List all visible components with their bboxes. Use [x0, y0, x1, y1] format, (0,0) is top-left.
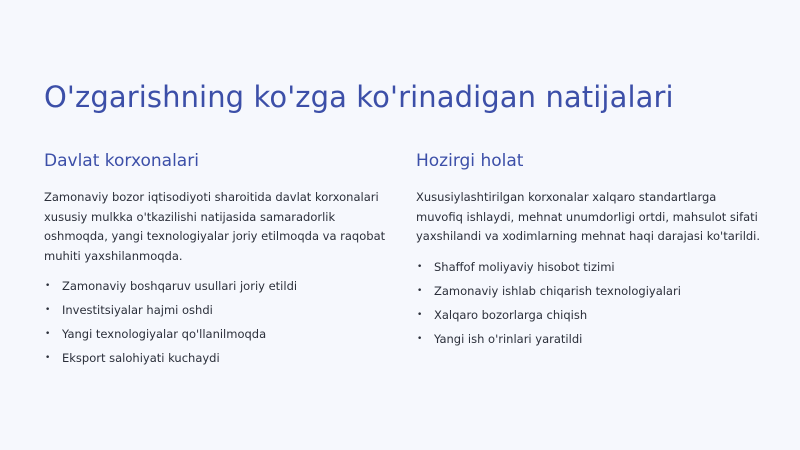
- bullet-icon: •: [45, 281, 51, 291]
- bullet-icon: •: [45, 353, 51, 363]
- list-item: [44, 278, 389, 294]
- bullet-icon: •: [417, 333, 423, 344]
- list-item: [416, 259, 761, 275]
- list-item-text: Zamonaviy ishlab chiqarish texnologiyalari: [434, 283, 681, 298]
- list-item-text: Eksport salohiyati kuchaydi: [62, 351, 220, 365]
- slide-title: O'zgarishning ko'zga ko'rinadigan natijalari: [44, 80, 674, 114]
- left-column: [44, 150, 389, 374]
- list-item: [416, 331, 761, 347]
- list-item: [416, 283, 761, 299]
- list-item-text: Yangi texnologiyalar qo'llanilmoqda: [62, 327, 267, 341]
- bullet-icon: •: [417, 309, 423, 320]
- list-item-text: Investitsiyalar hajmi oshdi: [62, 303, 213, 317]
- left-bullet-list: [44, 278, 389, 366]
- list-item-text: Shaffof moliyaviy hisobot tizimi: [434, 259, 615, 274]
- list-item: [44, 350, 389, 366]
- bullet-icon: •: [417, 285, 423, 296]
- list-item-text: Xalqaro bozorlarga chiqish: [434, 307, 588, 322]
- list-item: [44, 302, 389, 318]
- right-column: [416, 150, 761, 355]
- left-paragraph: Zamonaviy bozor iqtisodiyoti sharoitida davlat korxonalari xususiy mulkka o'tkazilishi natijasida samaradorlik oshmoqda, yangi texnologiyalar joriy etilmoqda va raqobat muhiti yaxshilanmoqda.: [44, 190, 386, 263]
- list-item: [44, 326, 389, 342]
- bullet-icon: •: [45, 305, 51, 315]
- bullet-icon: •: [45, 329, 51, 339]
- right-paragraph: Xususiylashtirilgan korxonalar xalqaro standartlarga muvofiq ishlaydi, mehnat unumdorligi ortdi, mahsulot sifati yaxshilandi va xodimlarning mehnat haqi darajasi ko'tarildi.: [416, 190, 761, 243]
- right-bullet-list: [416, 259, 761, 347]
- list-item: [416, 307, 761, 323]
- bullet-icon: •: [417, 261, 423, 272]
- list-item-text: Yangi ish o'rinlari yaratildi: [434, 331, 583, 346]
- right-heading: Hozirgi holat: [416, 151, 524, 171]
- left-heading: Davlat korxonalari: [44, 151, 199, 171]
- list-item-text: Zamonaviy boshqaruv usullari joriy etildi: [62, 279, 298, 293]
